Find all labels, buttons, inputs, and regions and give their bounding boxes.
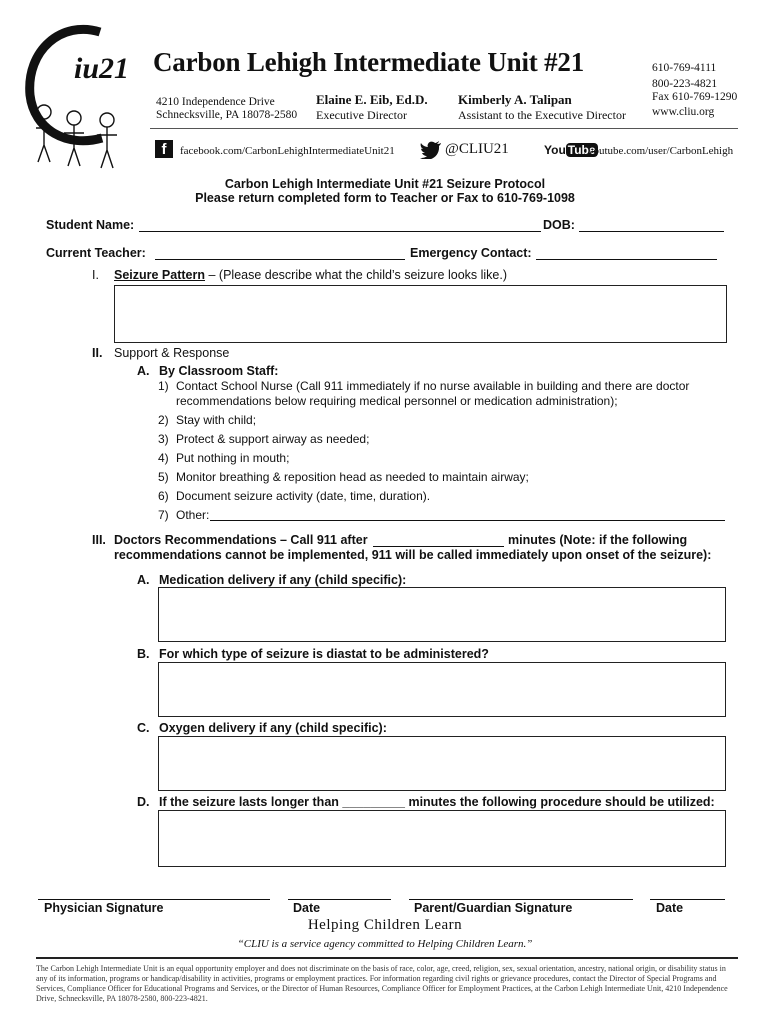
address-block: [156, 96, 297, 122]
date2-label: Date: [656, 901, 684, 915]
step-row: [158, 379, 738, 394]
youtube-you: You: [544, 143, 566, 157]
seizure-duration-field[interactable]: _________: [342, 795, 405, 809]
form-subtitle: Please return completed form to Teacher or Fax to 610-769-1098: [195, 191, 575, 205]
logo-child3-body: [97, 127, 117, 168]
youtube-link[interactable]: youtube.com/user/CarbonLehigh: [588, 145, 734, 157]
section3-c-letter: C.: [137, 721, 150, 735]
emergency-field[interactable]: [536, 259, 717, 260]
section3-b-letter: B.: [137, 647, 150, 661]
parent-signature-label: Parent/Guardian Signature: [414, 901, 573, 915]
step-number: 7): [158, 508, 169, 522]
logo-c-stroke: [30, 29, 102, 140]
section2-sub-a-label: By Classroom Staff:: [159, 364, 279, 378]
twitter-handle[interactable]: @CLIU21: [445, 141, 509, 157]
date1-label: Date: [293, 901, 321, 915]
footer-divider: [36, 957, 738, 959]
section2-heading: Support & Response: [114, 346, 230, 360]
call-911-minutes-field[interactable]: [373, 546, 504, 547]
section3-line1a: Doctors Recommendations – Call 911 after: [114, 533, 368, 547]
step-text: Contact School Nurse (Call 911 immediately if no nurse available in building and there are doctor: [176, 379, 690, 393]
org-title: Carbon Lehigh Intermediate Unit #21: [153, 47, 584, 77]
youtube-tube: Tube: [567, 143, 596, 157]
step-text: Protect & support airway as needed;: [176, 432, 370, 446]
step-row: [158, 413, 738, 432]
step-number: 3): [158, 432, 169, 446]
contact-block: [652, 62, 737, 119]
section3-a-letter: A.: [137, 573, 150, 587]
logo-graphic: [22, 20, 142, 170]
section3-c-label: Oxygen delivery if any (child specific):: [159, 721, 387, 735]
date1-line[interactable]: [288, 899, 391, 900]
dob-field[interactable]: [579, 231, 724, 232]
step-number: 2): [158, 413, 169, 427]
step-row: [158, 432, 738, 451]
emergency-label: Emergency Contact:: [410, 246, 532, 260]
logo-text: iu21: [74, 52, 130, 85]
address-line2: Schnecksville, PA 18078-2580: [156, 109, 298, 121]
assistant-title: Assistant to the Executive Director: [458, 108, 626, 122]
procedure-box[interactable]: [158, 810, 726, 867]
physician-signature-label: Physician Signature: [44, 901, 164, 915]
section3-numeral: III.: [92, 533, 106, 547]
step-row: [158, 470, 738, 489]
step-row: [158, 451, 738, 470]
step-row: [158, 508, 738, 527]
fax: Fax 610-769-1290: [652, 91, 738, 103]
director-block: [316, 92, 428, 123]
header-divider: [150, 128, 738, 129]
logo-child2-body: [64, 125, 84, 166]
seizure-pattern-box[interactable]: [114, 285, 727, 343]
phone2: 800-223-4821: [652, 78, 718, 90]
step-row: [158, 489, 738, 508]
section3-b-label: For which type of seizure is diastat to be administered?: [159, 647, 489, 661]
form-title: Carbon Lehigh Intermediate Unit #21 Seizure Protocol: [224, 177, 546, 191]
section3-d-row: [159, 795, 715, 809]
teacher-field[interactable]: [155, 259, 405, 260]
medication-delivery-box[interactable]: [158, 587, 726, 642]
step-text: Stay with child;: [176, 413, 257, 427]
section3-d-label-a: If the seizure lasts longer than: [159, 795, 339, 809]
section3-line2: recommendations cannot be implemented, 911 will be called immediately upon onset of the seizure):: [114, 548, 712, 562]
section3-d-letter: D.: [137, 795, 150, 809]
section1-numeral: I.: [92, 268, 99, 282]
step-text: recommendations below requiring medical personnel or medication administration);: [176, 394, 618, 408]
assistant-block: [458, 92, 626, 123]
facebook-link[interactable]: facebook.com/CarbonLehighIntermediateUnit21: [180, 145, 395, 157]
physician-signature-line[interactable]: [38, 899, 270, 900]
twitter-icon: [420, 141, 442, 159]
slogan: Helping Children Learn: [307, 917, 463, 933]
legal-notice: The Carbon Lehigh Intermediate Unit is an equal opportunity employer and does not discriminate on the basis of race, color, age, creed, religion, sex, sexual orientation, ancestry, national origin, or disability status in any of its information, programs or handicap/disability in activities, programs or employment practices. For information regarding civil rights or grievance procedures, contact the Director of Special Programs and Services, Compliance Officer for Educational Programs and Services, or the Director of Human Resources, Compliance Officer for Employment Practices, at the Carbon Lehigh Intermediate Unit, 4210 Independence Drive, Schnecksville, PA 18078-2580, 800-223-4821.: [36, 964, 728, 1003]
oxygen-delivery-box[interactable]: [158, 736, 726, 791]
facebook-icon: f: [155, 140, 173, 158]
director-name: Elaine E. Eib, Ed.D.: [316, 92, 428, 107]
section2-sub-a: A.: [137, 364, 150, 378]
phone1: 610-769-4111: [652, 62, 717, 74]
tagline: “CLIU is a service agency committed to Helping Children Learn.”: [237, 938, 533, 950]
director-title: Executive Director: [316, 108, 407, 122]
section3-a-label: Medication delivery if any (child specific):: [159, 573, 407, 587]
diastat-seizure-box[interactable]: [158, 662, 726, 717]
dob-label: DOB:: [543, 218, 575, 232]
section3-d-label-b: minutes the following procedure should be utilized:: [408, 795, 715, 809]
step-row: [158, 394, 738, 413]
step-number: 4): [158, 451, 169, 465]
step-text: Other:: [176, 508, 210, 522]
section1-heading-row: [114, 268, 507, 282]
step-text: Monitor breathing & reposition head as needed to maintain airway;: [176, 470, 529, 484]
logo-child2-head: [67, 111, 81, 125]
form-title-block: [0, 177, 770, 205]
teacher-label: Current Teacher:: [46, 246, 146, 260]
step-text: Put nothing in mouth;: [176, 451, 290, 465]
assistant-name: Kimberly A. Talipan: [458, 92, 572, 107]
address-line1: 4210 Independence Drive: [156, 96, 275, 108]
student-name-label: Student Name:: [46, 218, 135, 232]
section3-line1b: minutes (Note: if the following: [508, 533, 688, 547]
section1-heading: Seizure Pattern: [114, 268, 206, 282]
other-field[interactable]: [210, 520, 725, 521]
step-number: 6): [158, 489, 169, 503]
date2-line[interactable]: [650, 899, 725, 900]
response-steps-list: [158, 379, 738, 527]
section2-numeral: II.: [92, 346, 103, 360]
section1-desc: – (Please describe what the child’s seizure looks like.): [205, 268, 508, 282]
step-number: 5): [158, 470, 169, 484]
cliu-logo: [22, 20, 142, 170]
step-text: Document seizure activity (date, time, duration).: [176, 489, 431, 503]
logo-child3-head: [100, 113, 114, 127]
website: www.cliu.org: [652, 106, 715, 118]
student-name-field[interactable]: [139, 231, 541, 232]
step-number: 1): [158, 379, 169, 393]
parent-signature-line[interactable]: [409, 899, 633, 900]
